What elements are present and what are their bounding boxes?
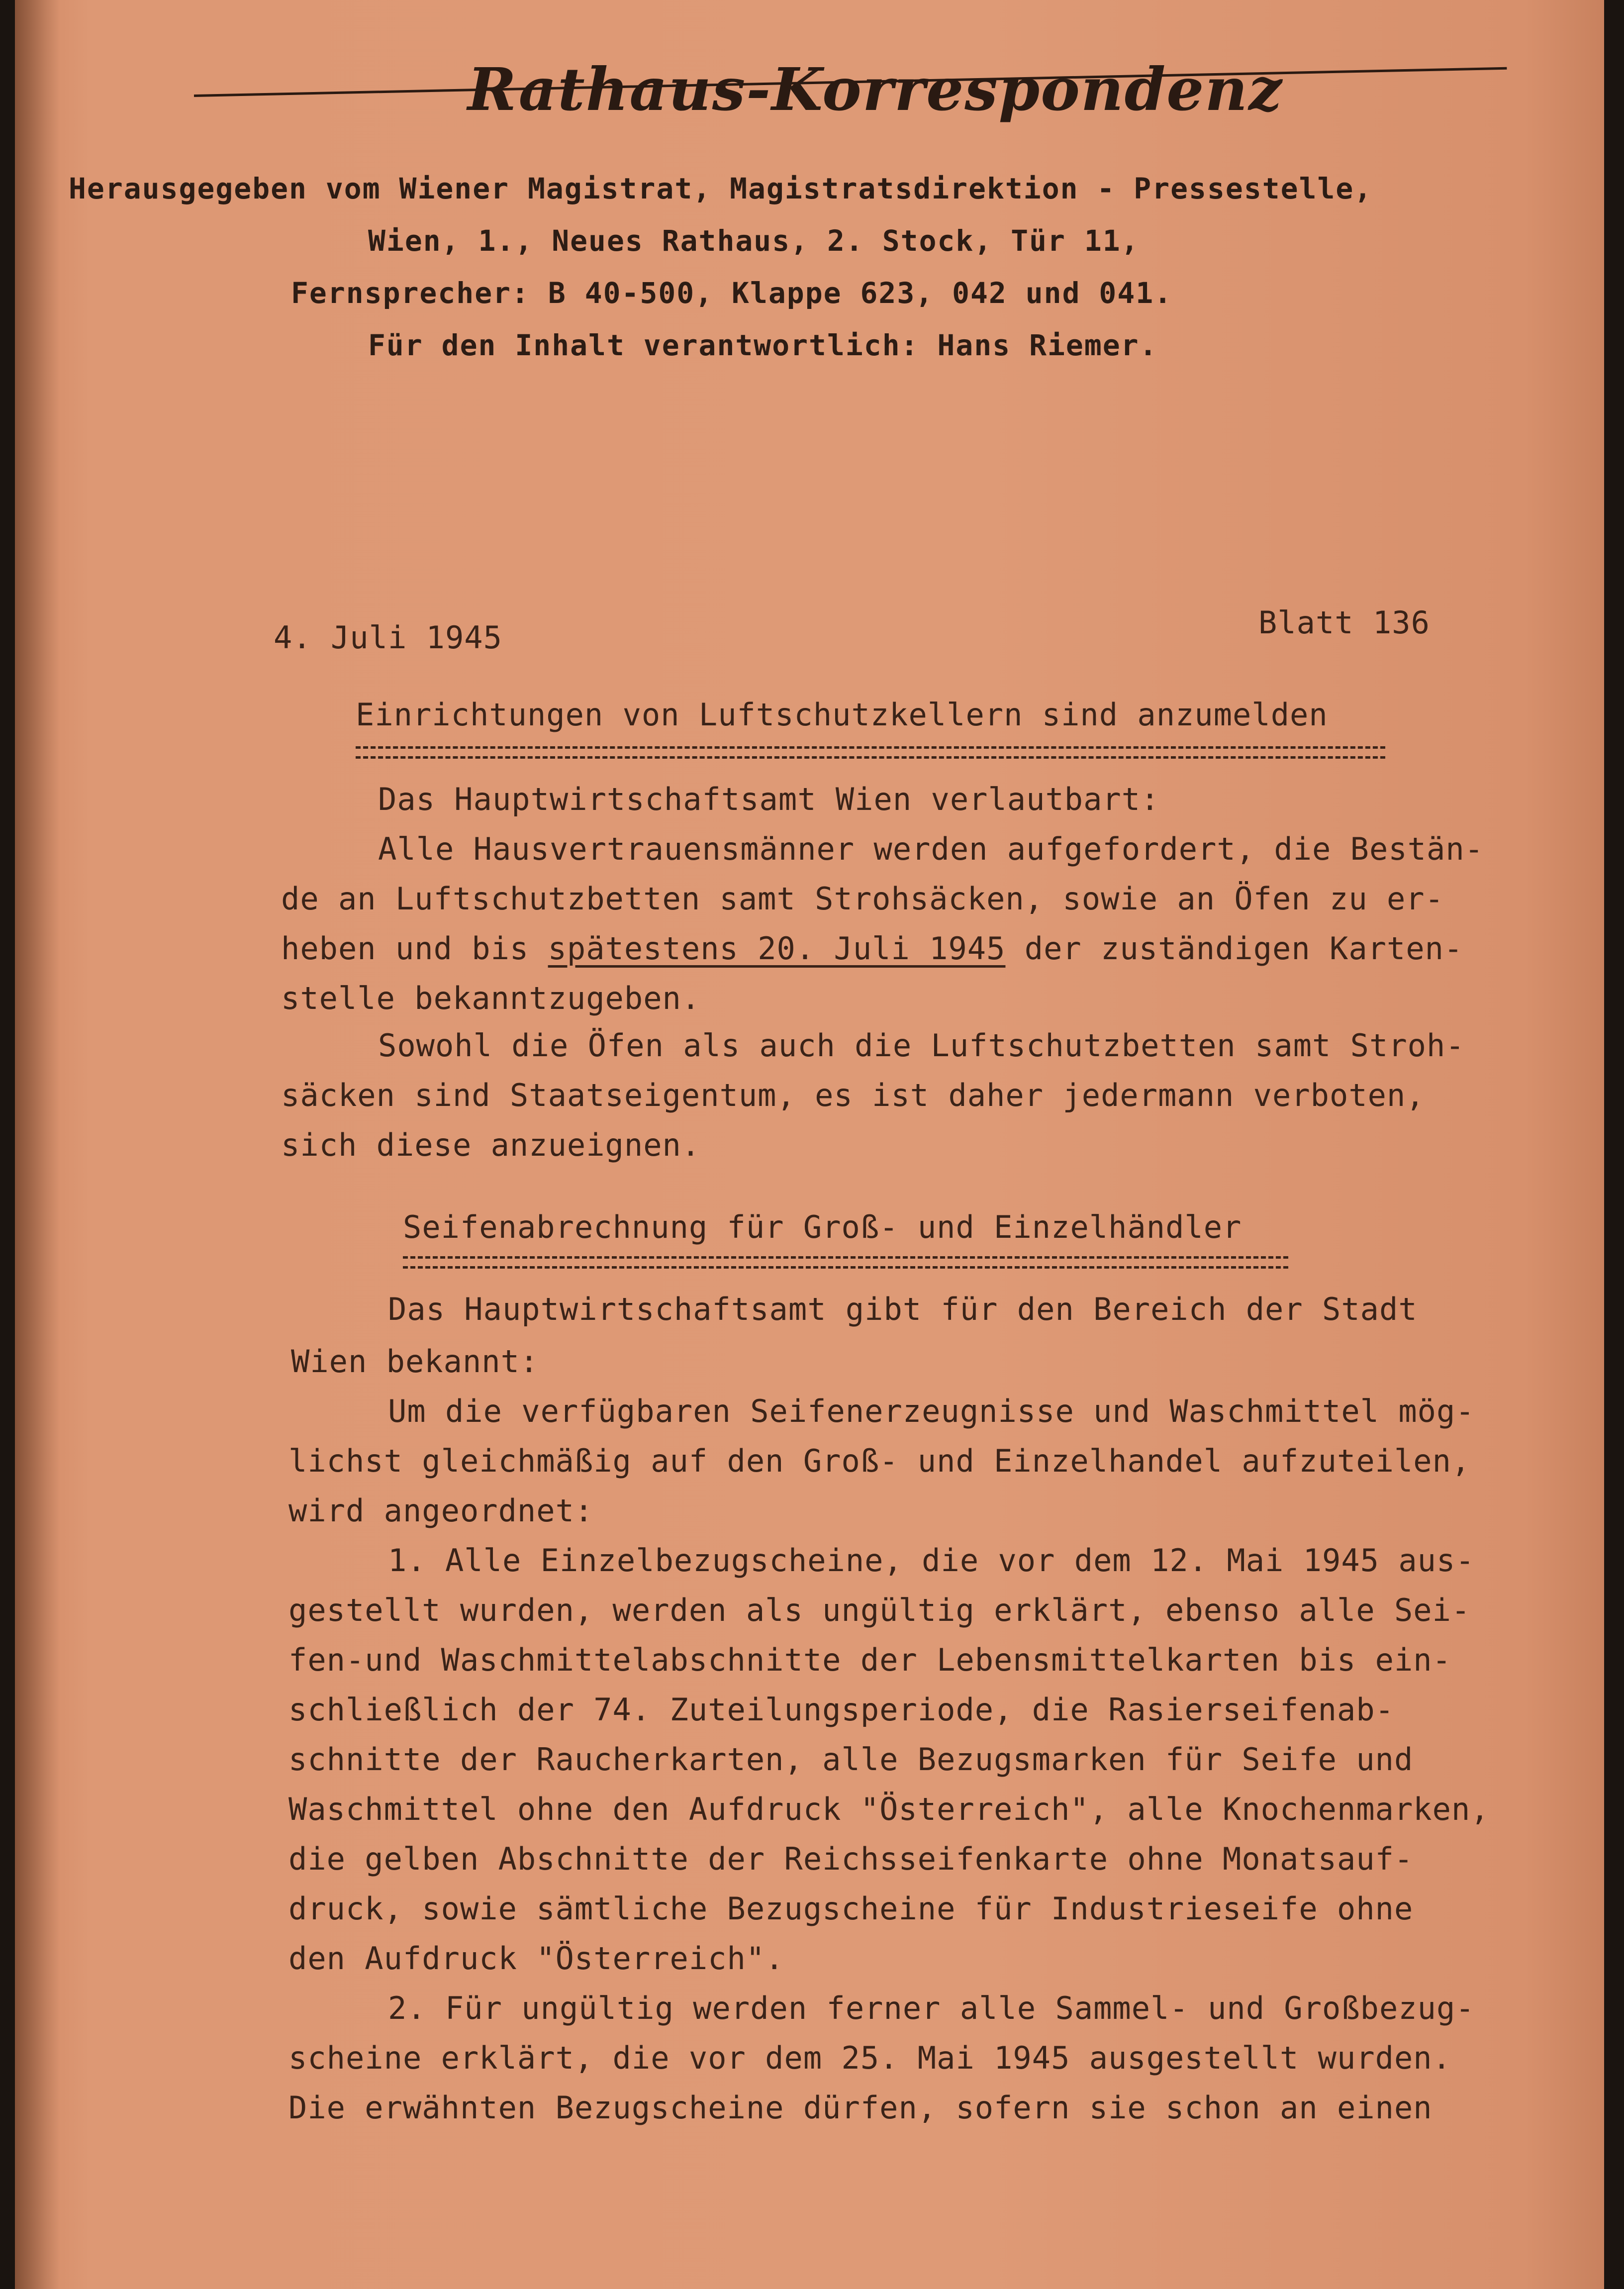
article2-line: gestellt wurden, werden als ungültig erklärt, ebenso alle Sei- xyxy=(288,1592,1471,1628)
article2-line: die gelben Abschnitte der Reichsseifenkarte ohne Monatsauf- xyxy=(288,1841,1414,1877)
header-phone: Fernsprecher: B 40-500, Klappe 623, 042 und 041. xyxy=(291,276,1173,310)
heading-underline-1b xyxy=(356,756,1385,759)
article2-line: 1. Alle Einzelbezugscheine, die vor dem 12. Mai 1945 aus- xyxy=(388,1542,1475,1579)
article1-line: säcken sind Staatseigentum, es ist daher jedermann verboten, xyxy=(281,1077,1425,1113)
article2-line: wird angeordnet: xyxy=(288,1493,594,1529)
article1-line: stelle bekanntzugeben. xyxy=(281,980,701,1016)
heading-underline-1 xyxy=(356,746,1385,749)
article2-line: schließlich der 74. Zuteilungsperiode, die Rasierseifenab- xyxy=(288,1692,1394,1728)
article-heading-2: Seifenabrechnung für Groß- und Einzelhändler xyxy=(403,1209,1242,1245)
article2-line: Wien bekannt: xyxy=(291,1343,539,1380)
masthead-title: Rathaus-Korrespondenz xyxy=(468,55,1283,124)
article2-line: Um die verfügbaren Seifenerzeugnisse und Waschmittel mög- xyxy=(388,1393,1475,1429)
article1-line: Das Hauptwirtschaftsamt Wien verlautbart: xyxy=(378,781,1160,817)
article2-line: Das Hauptwirtschaftsamt gibt für den Bereich der Stadt xyxy=(388,1291,1418,1327)
binding-shadow xyxy=(15,0,60,2289)
article1-line: de an Luftschutzbetten samt Strohsäcken, sowie an Öfen zu er- xyxy=(281,881,1444,917)
header-responsible: Für den Inhalt verantwortlich: Hans Riemer. xyxy=(368,328,1158,362)
article1-line: sich diese anzueignen. xyxy=(281,1127,701,1163)
heading-underline-2b xyxy=(403,1266,1288,1269)
article2-line: schnitte der Raucherkarten, alle Bezugsmarken für Seife und xyxy=(288,1741,1414,1778)
article1-line: Alle Hausvertrauensmänner werden aufgefordert, die Bestän- xyxy=(378,831,1484,867)
article2-line: Die erwähnten Bezugscheine dürfen, sofern sie schon an einen xyxy=(288,2090,1433,2126)
article1-line-end: der zuständigen Karten- xyxy=(1005,930,1463,967)
article2-line: scheine erklärt, die vor dem 25. Mai 1945 ausgestellt wurden. xyxy=(288,2040,1451,2076)
article2-line: fen-und Waschmittelabschnitte der Lebensmittelkarten bis ein- xyxy=(288,1642,1451,1678)
heading-underline-2 xyxy=(403,1256,1288,1259)
header-address: Wien, 1., Neues Rathaus, 2. Stock, Tür 11, xyxy=(368,224,1140,258)
deadline-emphasis: spätestens 20. Juli 1945 xyxy=(548,930,1006,967)
sheet-number: Blatt 136 xyxy=(1258,604,1430,641)
article2-line: den Aufdruck "Österreich". xyxy=(288,1940,784,1977)
article1-line-start: heben und bis xyxy=(281,930,548,967)
article2-line: Waschmittel ohne den Aufdruck "Österreich", alle Knochenmarken, xyxy=(288,1791,1490,1827)
article1-line xyxy=(281,930,1463,967)
article1-line: Sowohl die Öfen als auch die Luftschutzbetten samt Stroh- xyxy=(378,1027,1465,1064)
article-heading-1: Einrichtungen von Luftschutzkellern sind anzumelden xyxy=(356,697,1328,733)
date-line: 4. Juli 1945 xyxy=(274,619,502,656)
article2-line: druck, sowie sämtliche Bezugscheine für Industrieseife ohne xyxy=(288,1891,1414,1927)
article2-line: lichst gleichmäßig auf den Groß- und Einzelhandel aufzuteilen, xyxy=(288,1443,1471,1479)
article2-line: 2. Für ungültig werden ferner alle Sammel- und Großbezug- xyxy=(388,1990,1475,2026)
header-publisher: Herausgegeben vom Wiener Magistrat, Magistratsdirektion - Pressestelle, xyxy=(69,172,1373,205)
